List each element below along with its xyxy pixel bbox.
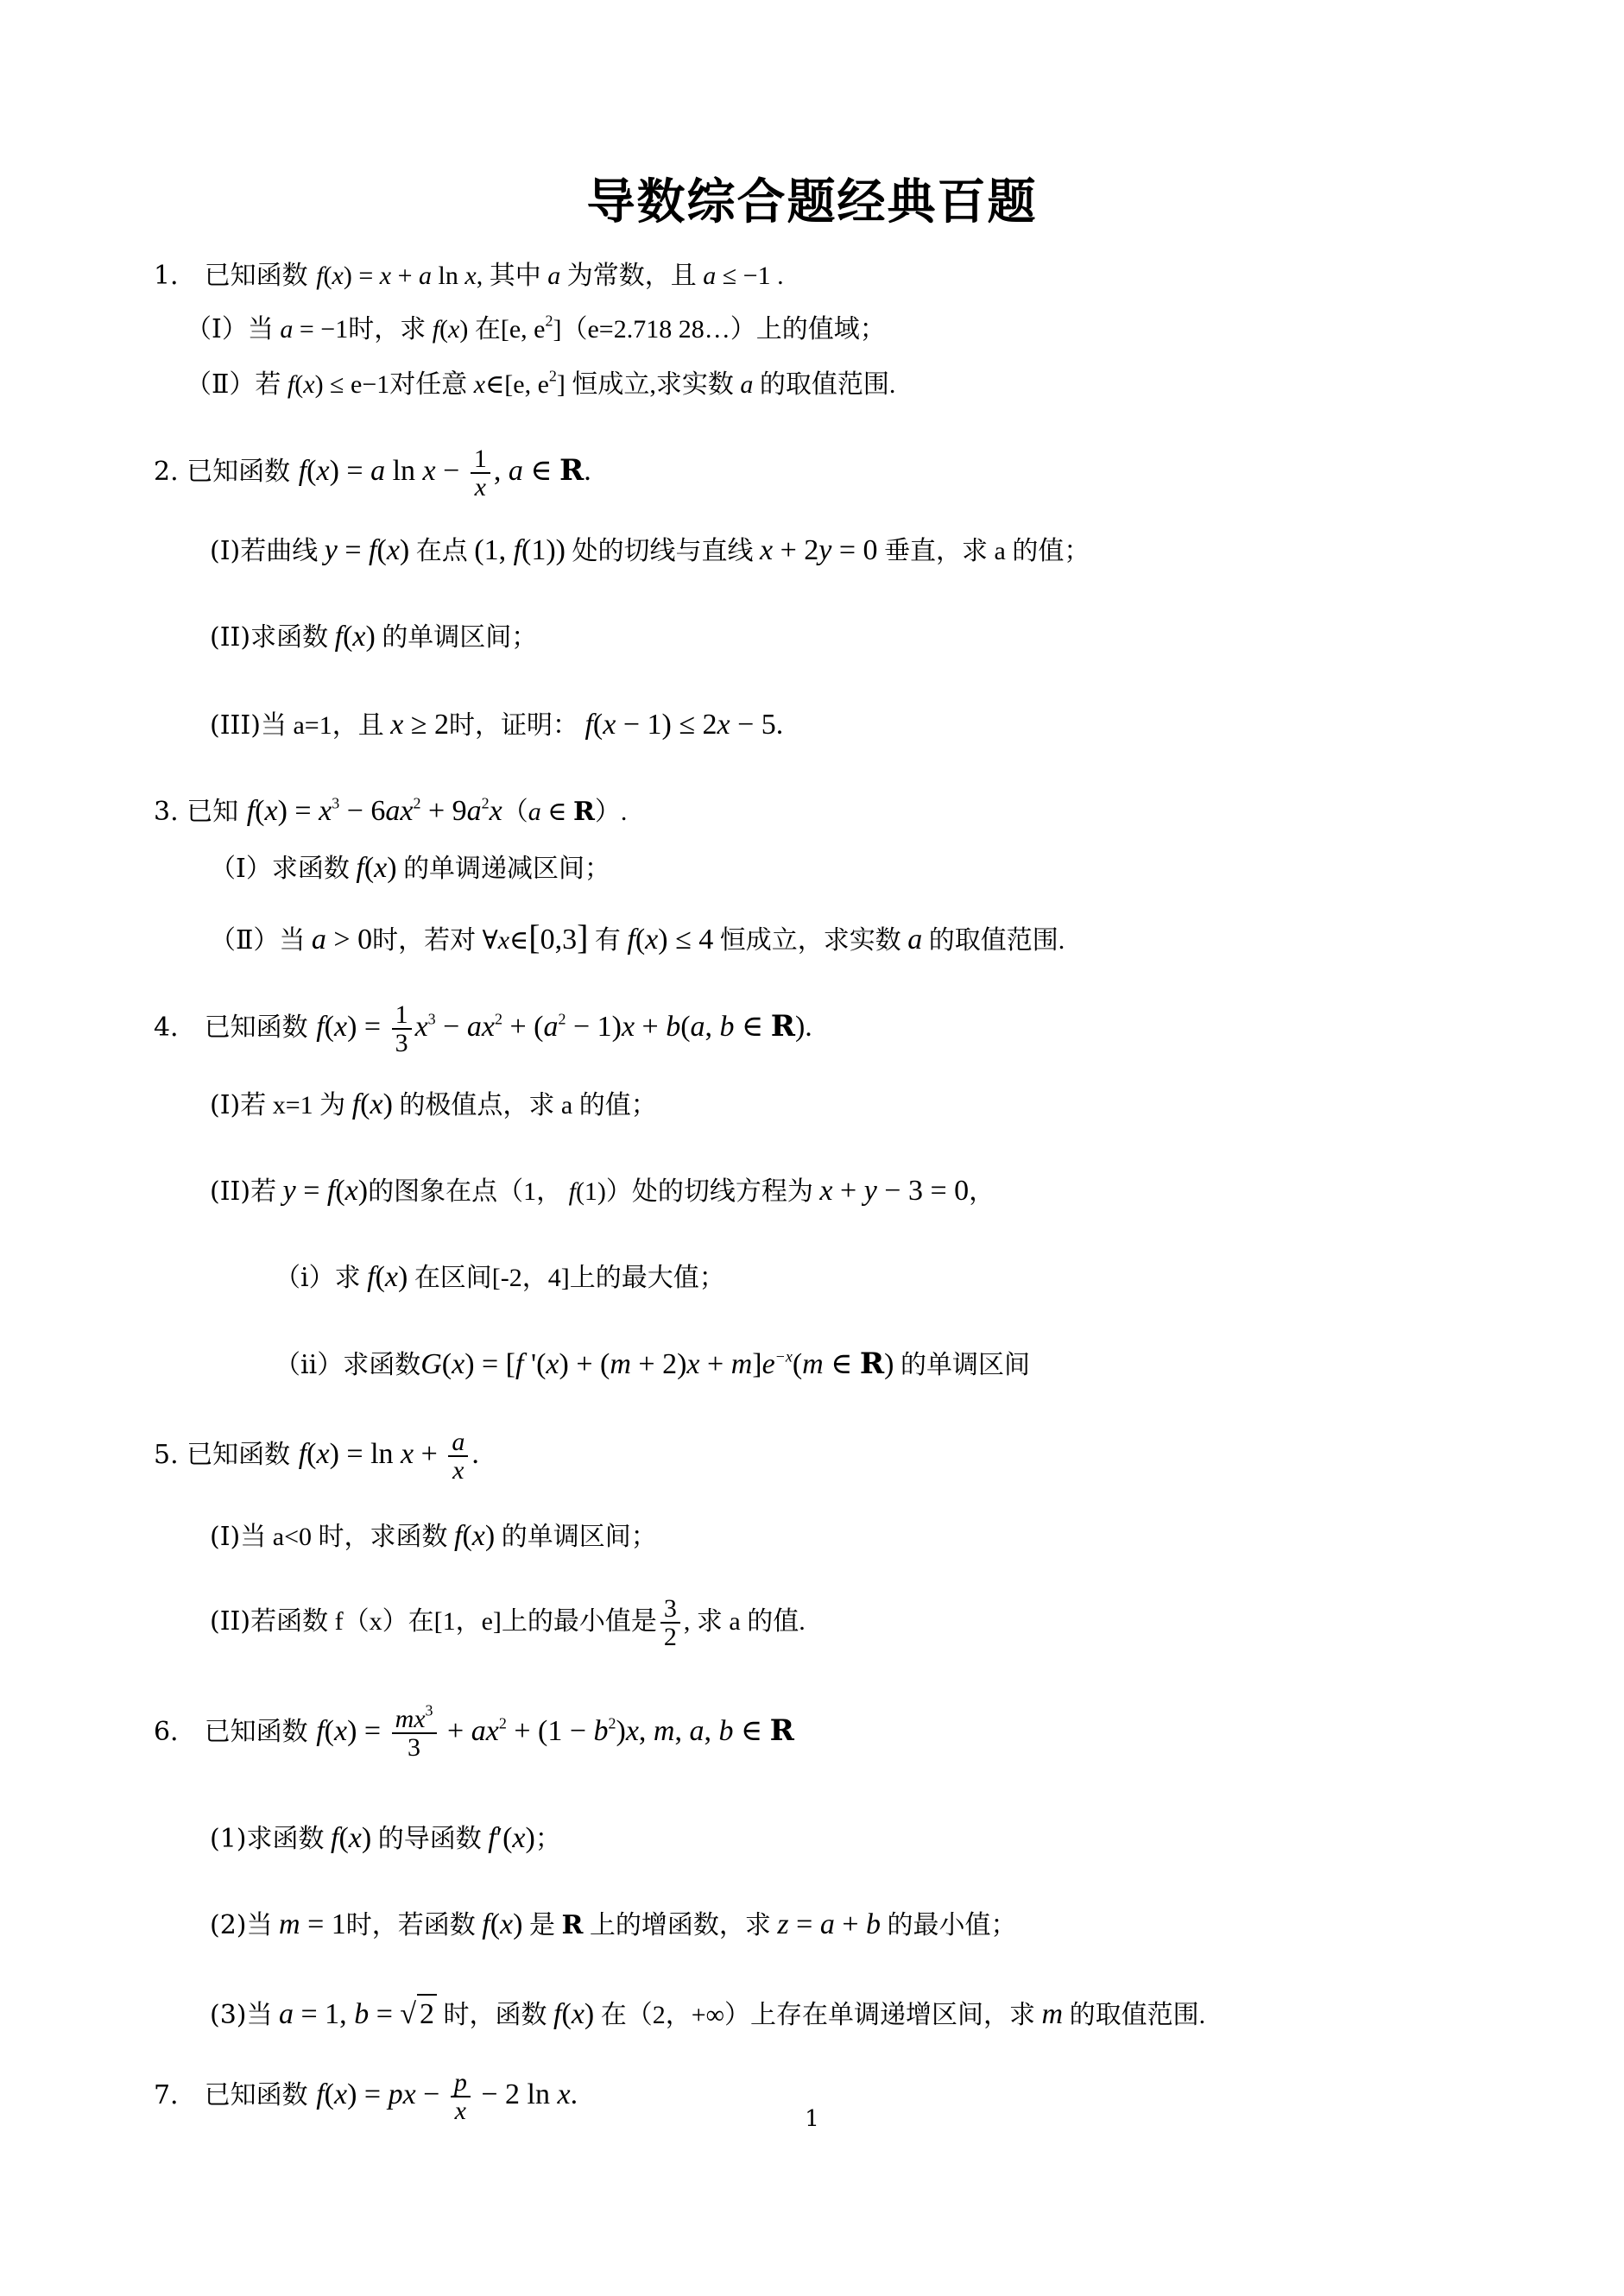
part-label: (II) — [210, 1176, 251, 1207]
problem-6-part-1: (1)求函数 f(x) 的导函数 f′(x)； — [210, 1822, 561, 1854]
problem-stem-prefix: 已知函数 — [204, 1717, 308, 1747]
problem-1-part-2: （Ⅱ）若 f(x) ≤ e−1对任意 x∈[e, $e^2$] 恒成立,求实数 a 的取值范围. — [186, 367, 896, 400]
part-label: (II) — [210, 1606, 251, 1637]
problem-6: 6． 已知函数 f(x) = $\frac{mx^3}{3}$ + $ax^2 + (1 - b^2)x$, m, a, b ∈ R — [154, 1701, 794, 1762]
problem-stem-prefix: 已知函数 — [186, 457, 291, 487]
problem-3-part-2: （Ⅱ）当 a > 0时，若对 ∀x∈[0,3] 有 f(x) ≤ 4 恒成立，求实数 a 的取值范围. — [210, 918, 1065, 956]
problem-stem-prefix: 已知函数 — [204, 261, 308, 291]
part-label: （ii） — [275, 1350, 344, 1380]
part-label: （Ⅱ） — [210, 925, 280, 956]
problem-2-part-1: (I)若曲线 y = f(x) 在点 (1, f(1)) 处的切线与直线 x + 2y = 0 垂直，求 a 的值； — [210, 534, 1090, 566]
part-label: (2) — [210, 1910, 247, 1940]
problem-number: 1． — [154, 261, 197, 291]
problem-5-part-2: (II)若函数 f（x）在[1，e]上的最小值是 $\frac{3}{2}$ , 求 a 的值. — [210, 1593, 806, 1651]
problem-1-part-1: （Ⅰ）当 a = −1时，求 f(x) 在[e, $e^2](e=2.718$ 28…）上的值域； — [186, 312, 886, 344]
page-number: 1 — [805, 2106, 819, 2132]
fraction: $\frac{1}{x}$ — [471, 445, 490, 501]
problem-2-part-2: (II)求函数 f(x) 的单调区间； — [210, 621, 538, 653]
problem-number: 7． — [154, 2080, 197, 2110]
fraction: $\frac{mx^3}{3}$ — [392, 1706, 437, 1762]
problem-stem-prefix: 已知函数 — [186, 1440, 291, 1470]
problem-3-part-1: （Ⅰ）求函数 f(x) 的单调递减区间； — [210, 852, 611, 884]
problem-7: 7． 已知函数 f(x) = px − $\frac{p}{x}$ − 2 ln x. — [154, 2067, 578, 2125]
fraction: $\frac{p}{x}$ — [451, 2069, 471, 2125]
part-label: (1) — [210, 1824, 247, 1854]
problem-5-part-1: (I)当 a<0 时，求函数 f(x) 的单调区间； — [210, 1520, 657, 1552]
part-label: (I) — [210, 1522, 241, 1552]
problem-1: 1． 已知函数 f(x) = x + a ln x, 其中 a 为常数，且 a ≤ −1 . — [154, 261, 784, 291]
problem-number: 4． — [154, 1012, 197, 1043]
part-label: （Ⅰ） — [210, 854, 272, 884]
problem-number: 2. — [154, 457, 179, 487]
fraction: $\frac{1}{3}$ — [392, 1001, 412, 1057]
problem-2: 2. 已知函数 f(x) = a ln x − $\frac{1}{x}$ , a ∈ R. — [154, 444, 591, 501]
problem-4-part-2: (II)若 y = f(x)的图象在点（1， f(1)）处的切线方程为 x + y − 3 = 0， — [210, 1175, 995, 1207]
problem-4-part-2-ii: （ii）求函数G(x) = [f '$(x) + (m + 2)x + m]e^{-x}(m$ ∈ R) 的单调区间 — [275, 1347, 1030, 1381]
problem-number: 5. — [154, 1440, 179, 1470]
fraction: $\frac{3}{2}$ — [660, 1595, 680, 1651]
problem-6-part-2: (2)当 m = 1时，若函数 f(x) 是 R 上的增函数，求 z = a + b 的最小值； — [210, 1908, 1017, 1940]
problem-stem-prefix: 已知函数 — [204, 2080, 308, 2110]
problem-6-part-3: (3)当 a = 1, b = √ 2 时，函数 f(x) 在（2，+∞）上存在单调递增区间，求 m 的取值范围. — [210, 1994, 1205, 2034]
problem-stem-prefix: 已知 — [186, 797, 239, 827]
problem-4: 4． 已知函数 f(x) = $\frac{1}{3}$ $x^3 - ax^2 + (a^2 - 1)x + b(a$, b ∈ R). — [154, 1000, 812, 1057]
problem-stem-prefix: 已知函数 — [204, 1012, 308, 1043]
problem-number: 3. — [154, 797, 179, 827]
problem-formula: f — [316, 262, 324, 290]
part-label: (III) — [210, 710, 261, 741]
part-label: （Ⅰ） — [186, 314, 248, 344]
part-label: （Ⅱ） — [186, 369, 256, 400]
problem-2-part-3: (III)当 a=1，且 x ≥ 2时，证明： f(x − 1) ≤ 2x − 5. — [210, 709, 784, 741]
problem-5: 5. 已知函数 f(x) = ln x + $\frac{a}{x}$ . — [154, 1427, 479, 1485]
problem-3: 3. 已知 $f(x) = x^3 - 6ax^2 + 9a^2x(a$ ∈ R）. — [154, 794, 628, 827]
problem-number: 6． — [154, 1717, 197, 1747]
part-label: (I) — [210, 1090, 241, 1120]
part-label: (I) — [210, 536, 241, 566]
part-label: (II) — [210, 622, 251, 653]
part-label: （i） — [275, 1263, 335, 1293]
fraction: $\frac{a}{x}$ — [448, 1429, 468, 1485]
part-label: (3) — [210, 2000, 247, 2030]
problem-4-part-2-i: （i）求 f(x) 在区间[-2，4]上的最大值； — [275, 1261, 725, 1293]
page-title: 导数综合题经典百题 — [586, 174, 1038, 230]
problem-4-part-1: (I)若 x=1 为 f(x) 的极值点，求 a 的值； — [210, 1088, 657, 1120]
